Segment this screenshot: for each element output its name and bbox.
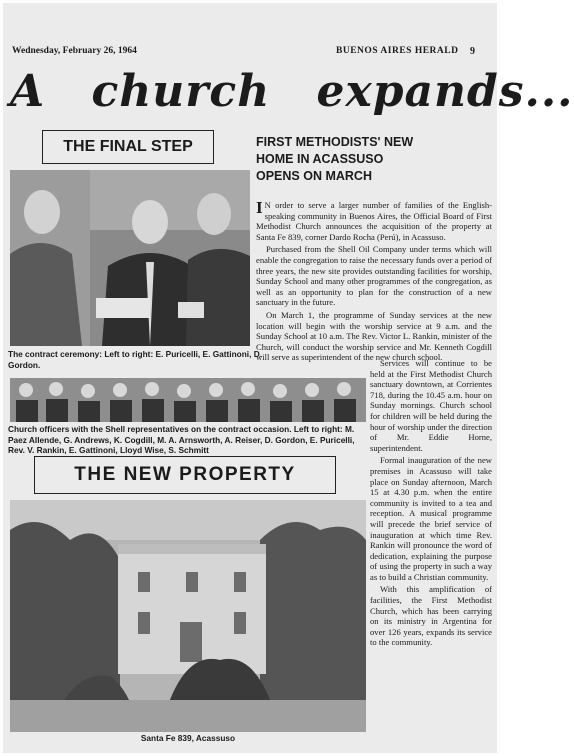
article-paragraph: Formal inauguration of the new premises in Acassuso will take place on Sunday afternoon, March 15 at 4.30 p.m. when the entire community is invited to a tea and reception. A musical programme will precede the brief service of inauguration at which time Rev. Rankin will pronounce the word of dedication, explaining the purpose of using the property in such a way as to build a Christian community.	[370, 455, 492, 582]
dateline: Wednesday, February 26, 1964	[12, 46, 137, 56]
article-paragraph: I N order to serve a larger number of families of the English-speaking community in Buenos Aires, the Official Board of First Methodist Church announces the acquisition of the property at Santa Fe 839, corner Dardo Rocha (Perú), in Acassuso.	[256, 198, 492, 242]
group-photo-graphic	[10, 378, 366, 422]
property-caption: Santa Fe 839, Acassuso	[140, 733, 236, 743]
church-officers-caption: Church officers with the Shell representatives on the contract occasion. Left to right: M. Paez Allende, G. Andrews, K. Cogdill, M. A. Arnsworth, A. Reiser, D. Gordon, E. Puricelli, Rev. V. Rankin, E. Gattinoni, Lloyd Wise, S. Schmitt	[8, 424, 355, 455]
article-paragraph: With this amplification of facilities, the First Methodist Church, which has been carrying on its ministry in Argentina for over 126 years, expands its service to the community.	[370, 584, 492, 648]
contract-ceremony-caption: The contract ceremony: Left to right: E. Puricelli, E. Gattinoni, D. Gordon.	[8, 349, 263, 370]
final-step-heading: THE FINAL STEP	[42, 130, 214, 164]
subhead-line: FIRST METHODISTS' NEW	[256, 135, 414, 149]
article-paragraph: On March 1, the programme of Sunday services at the new location will begin with the worship service at 9 a.m. and the Sunday School at 10 a.m. The Rev. Victor L. Rankin, minister of the Church, will conduct the worship service and Mr. Kenneth Cogdill will serve as superintendent of the new church school.	[256, 309, 492, 363]
subhead-line: HOME IN ACASSUSO	[256, 152, 384, 166]
article-subhead	[256, 134, 496, 185]
property-photo	[10, 500, 366, 732]
article-column-lower	[370, 358, 492, 650]
church-officers-photo	[10, 378, 366, 422]
newspaper-name: BUENOS AIRES HERALD	[336, 46, 459, 56]
article-paragraph: Purchased from the Shell Oil Company under terms which will enable the congregation to raise the necessary funds over a period of three years, the new site provides outstanding facilities for worship, Sunday School and many other programmes of the congregation, as well as an opportunity to plan for the construction of a new sanctuary in the future.	[256, 244, 492, 308]
subhead-line: OPENS ON MARCH	[256, 169, 372, 183]
drop-cap: I	[256, 198, 263, 217]
article-column-upper	[256, 200, 492, 365]
property-photo-graphic	[10, 500, 366, 732]
new-property-heading: THE NEW PROPERTY	[34, 456, 336, 494]
article-paragraph: Services will continue to be held at the First Methodist Church sanctuary downtown, at Corrientes 718, during the 10.45 a.m. hour on Sunday mornings. Church school for children will be held during the hour of worship under the direction of Mr. Eddie Horne, superintendent.	[370, 358, 492, 453]
page-number: 9	[470, 46, 475, 57]
contract-ceremony-photo	[10, 170, 250, 346]
headline: A church expands...	[10, 66, 574, 117]
ceremony-photo-graphic	[10, 170, 250, 346]
